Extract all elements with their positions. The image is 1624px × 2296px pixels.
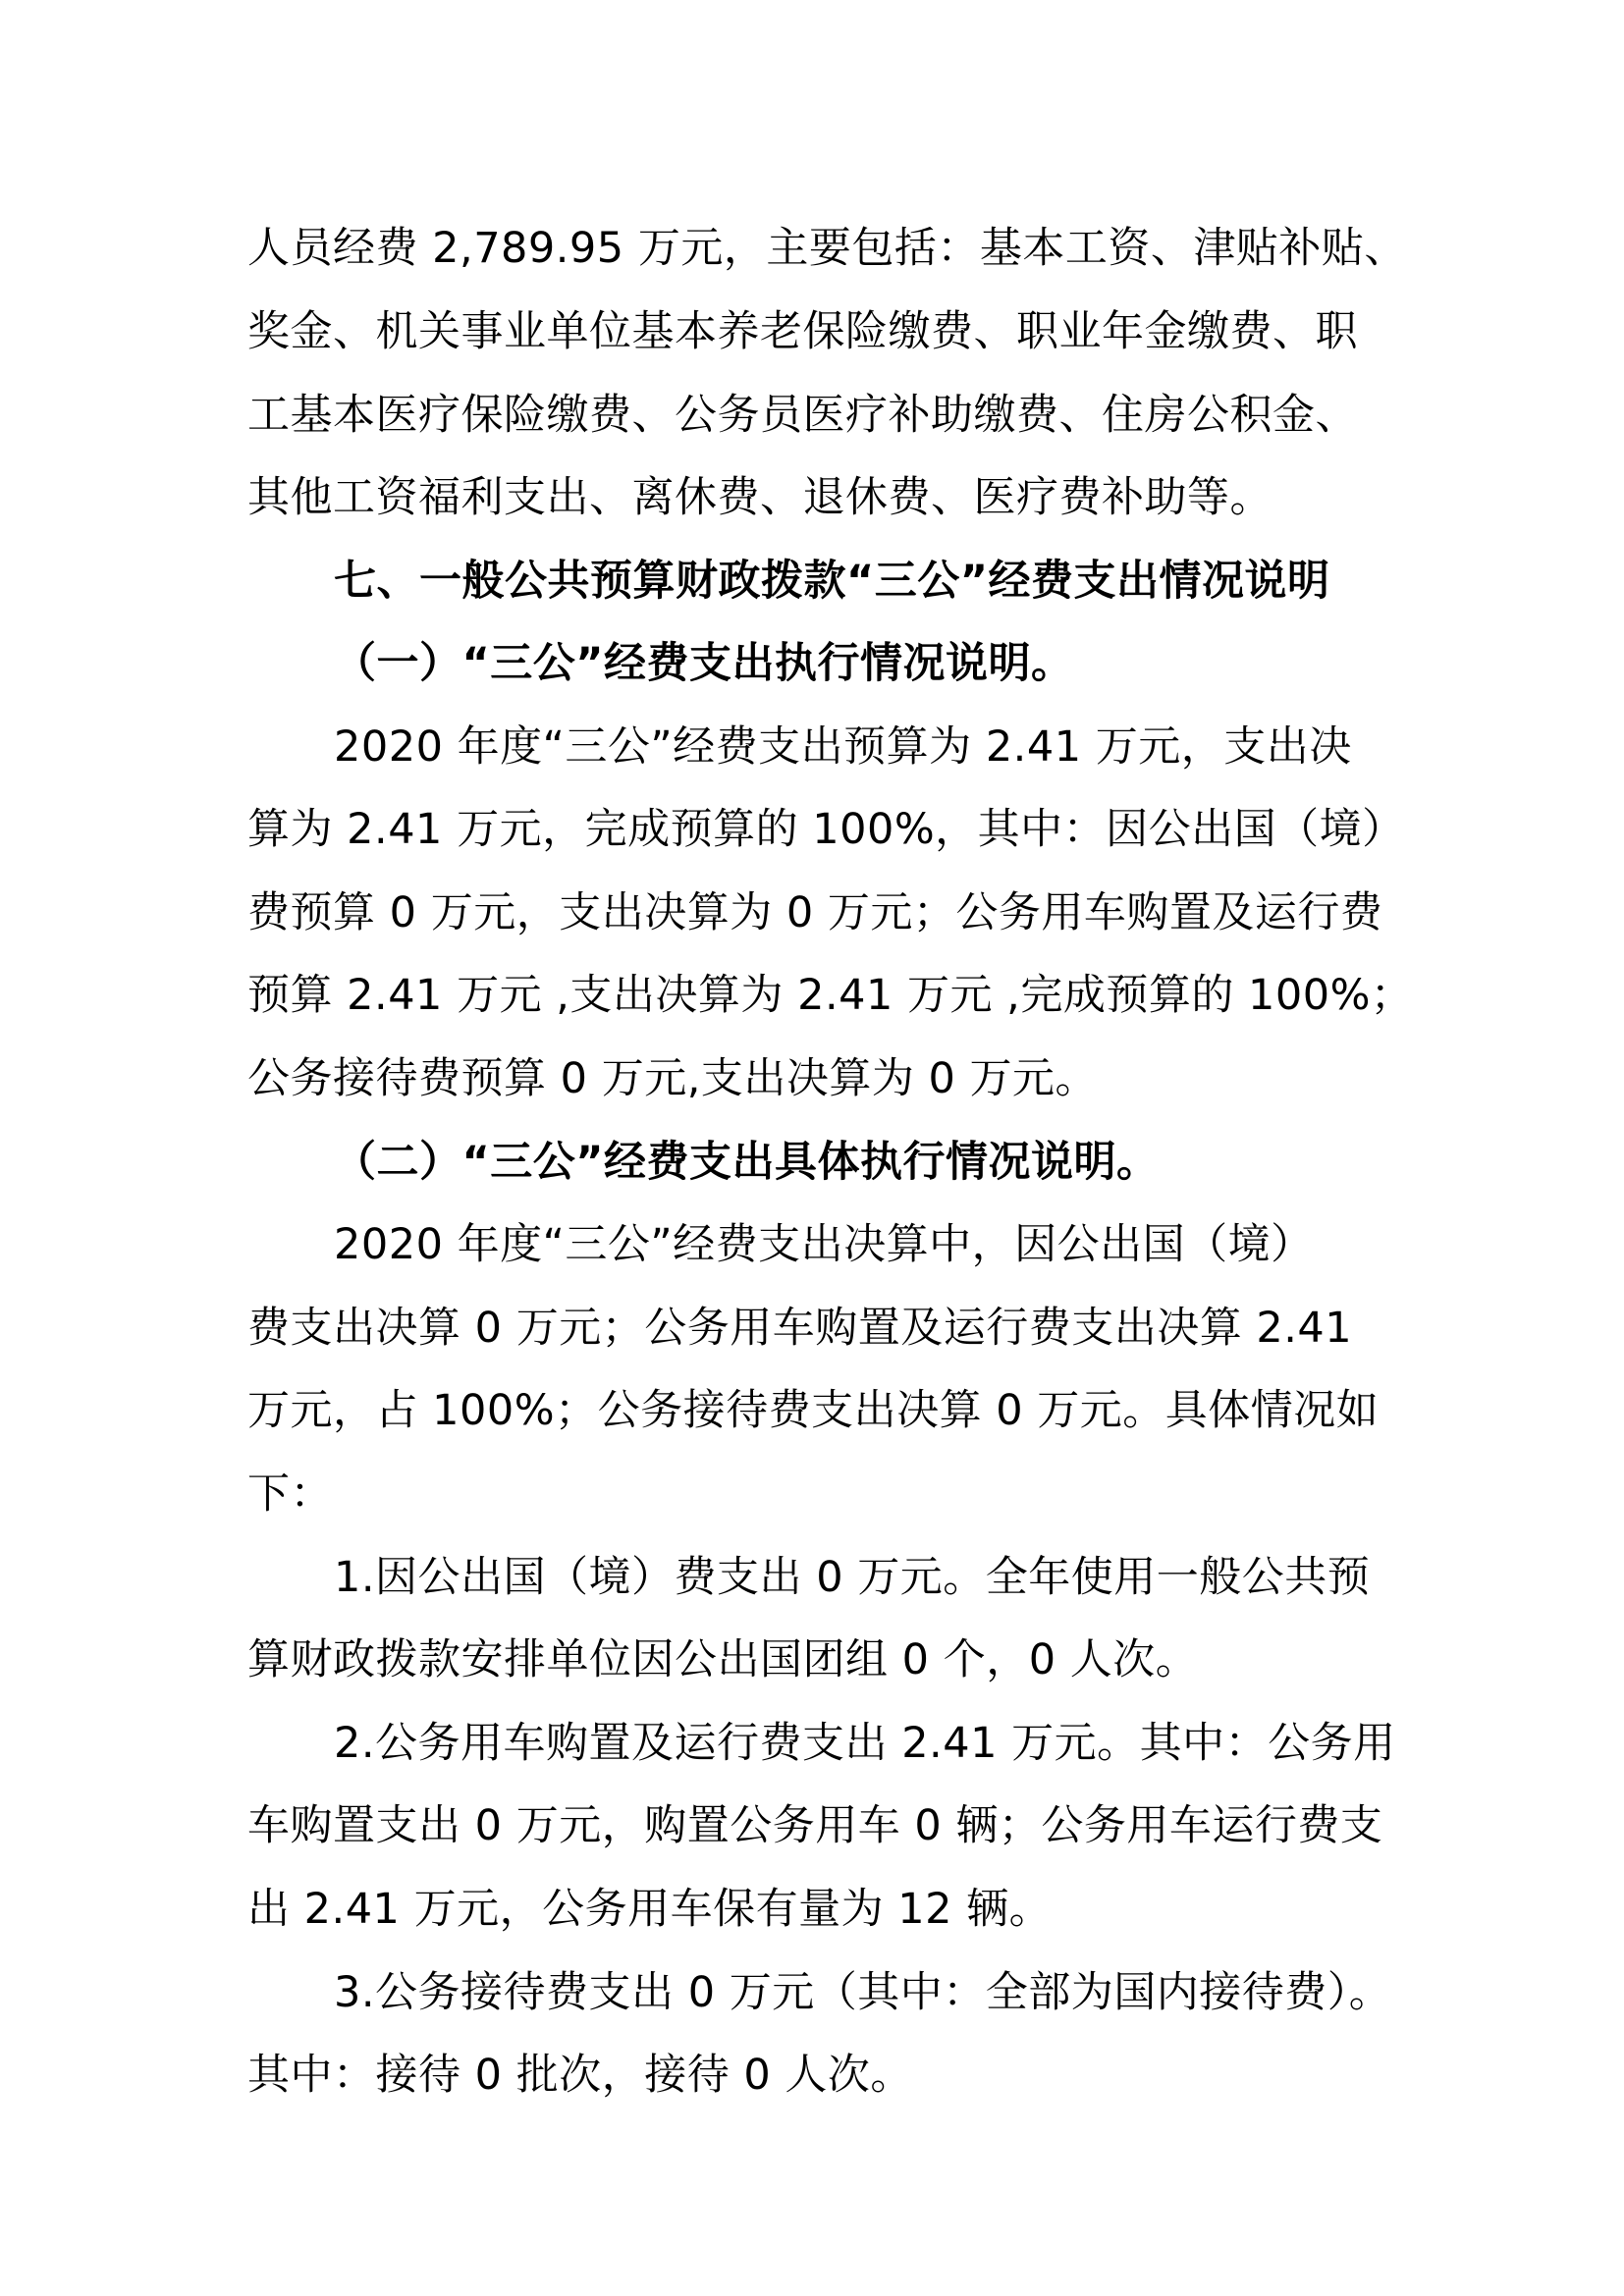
paragraph-line: 下： [247,1469,333,1519]
paragraph-line: 费预算 0 万元，支出决算为 0 万元；公务用车购置及运行费 [247,888,1383,937]
paragraph-line: 其他工资福利支出、离休费、退休费、医疗费补助等。 [247,473,1272,522]
paragraph-line: 2020 年度“三公”经费支出决算中，因公出国（境） [334,1220,1314,1269]
paragraph-line: 车购置支出 0 万元，购置公务用车 0 辆；公务用车运行费支 [247,1801,1383,1850]
paragraph-line: 2020 年度“三公”经费支出预算为 2.41 万元，支出决 [334,722,1352,772]
paragraph-line: 费支出决算 0 万元；公务用车购置及运行费支出决算 2.41 [247,1304,1353,1353]
paragraph-line: 算为 2.41 万元，完成预算的 100%，其中：因公出国（境） [247,805,1405,854]
paragraph-line: 算财政拨款安排单位因公出国团组 0 个，0 人次。 [247,1635,1199,1684]
paragraph-line: 2.公务用车购置及运行费支出 2.41 万元。其中：公务用 [334,1719,1396,1768]
subsection-heading: （二）“三公”经费支出具体执行情况说明。 [334,1138,1160,1187]
paragraph-line: 公务接待费预算 0 万元,支出决算为 0 万元。 [247,1054,1099,1103]
paragraph-line: 3.公务接待费支出 0 万元（其中：全部为国内接待费）。 [334,1968,1392,2017]
paragraph-line: 万元，占 100%；公务接待费支出决算 0 万元。具体情况如 [247,1386,1380,1435]
paragraph-line: 其中：接待 0 批次，接待 0 人次。 [247,2051,913,2100]
subsection-heading: （一）“三公”经费支出执行情况说明。 [334,639,1074,688]
paragraph-line: 人员经费 2,789.95 万元，主要包括：基本工资、津贴补贴、 [247,224,1407,273]
paragraph-line: 出 2.41 万元，公务用车保有量为 12 辆。 [247,1885,1053,1934]
paragraph-line: 预算 2.41 万元 ,支出决算为 2.41 万元 ,完成预算的 100%； [247,971,1414,1020]
paragraph-line: 1.因公出国（境）费支出 0 万元。全年使用一般公共预 [334,1553,1371,1602]
paragraph-line: 工基本医疗保险缴费、公务员医疗补助缴费、住房公积金、 [247,391,1358,440]
section-heading: 七、一般公共预算财政拨款“三公”经费支出情况说明 [334,557,1330,606]
paragraph-line: 奖金、机关事业单位基本养老保险缴费、职业年金缴费、职 [247,307,1358,356]
